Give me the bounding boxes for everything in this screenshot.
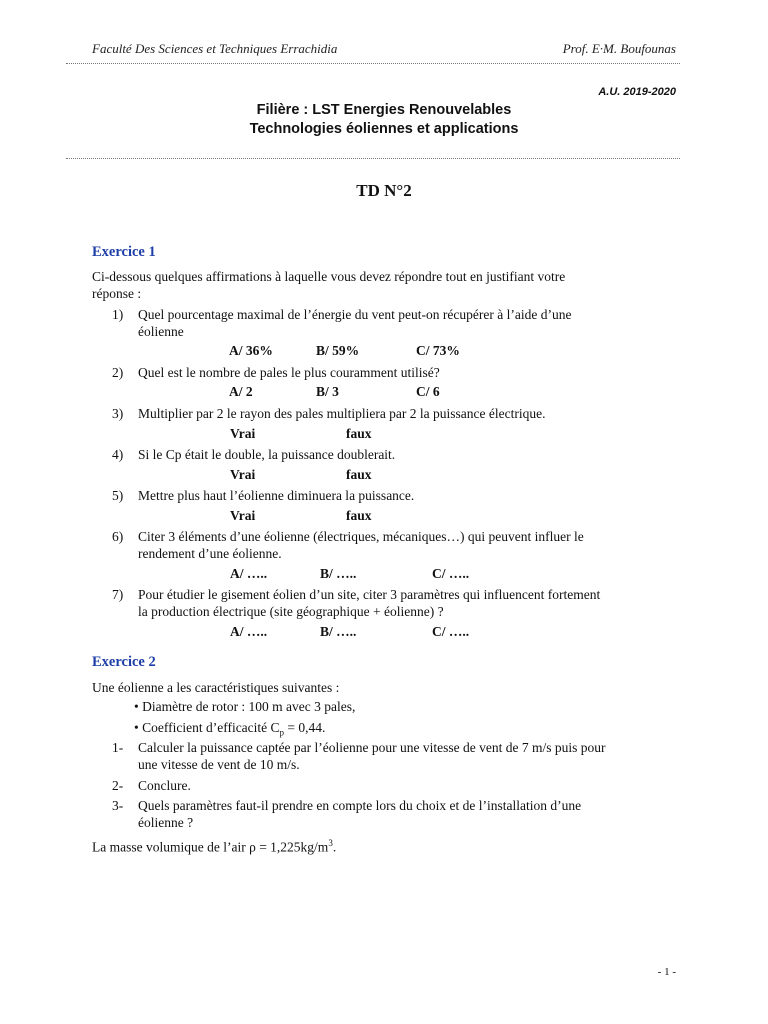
q2-text: Quel est le nombre de pales le plus couramment utilisé?	[138, 365, 440, 380]
q7-option-a: A/ …..	[230, 624, 268, 639]
air-density-end: .	[332, 839, 337, 855]
course-title: Technologies éoliennes et applications	[249, 121, 519, 137]
ex2-q3-text-line1: Quels paramètres faut-il prendre en compte lors du choix et de l’installation d’une	[138, 798, 582, 813]
q7-text-line1: Pour étudier le gisement éolien d’un site, citer 3 paramètres qui influencent fortement	[138, 587, 601, 602]
title-divider	[66, 158, 680, 159]
exercise1-title: Exercice 1	[92, 244, 156, 260]
q6-text-line2: rendement d’une éolienne.	[138, 546, 282, 561]
page-number: - 1 -	[657, 966, 676, 978]
ex2-q1-text-line2: une vitesse de vent de 10 m/s.	[138, 757, 300, 772]
header-divider	[66, 63, 680, 64]
cp-value: = 0,44.	[284, 720, 326, 735]
q3-option-vrai: Vrai	[230, 426, 256, 441]
exercise1-intro-line1: Ci-dessous quelques affirmations à laquelle vous devez répondre tout en justifiant votre	[92, 269, 566, 284]
ex2-q2-text: Conclure.	[138, 778, 191, 793]
header-left: Faculté Des Sciences et Techniques Errachidia	[92, 41, 338, 56]
exercise2-bullet-rotor: • Diamètre de rotor : 100 m avec 3 pales,	[134, 699, 356, 714]
q6-option-b: B/ …..	[320, 566, 357, 581]
q1-option-b: B/ 59%	[316, 343, 360, 358]
air-density-exponent: 3	[328, 838, 333, 848]
q7-text-line2: la production électrique (site géographique + éolienne) ?	[138, 604, 444, 619]
q1-option-a: A/ 36%	[229, 343, 273, 358]
q1-text-line1: Quel pourcentage maximal de l’énergie du vent peut-on récupérer à l’aide d’une	[138, 307, 572, 322]
q7-number: 7)	[112, 587, 124, 602]
q3-option-faux: faux	[346, 426, 372, 441]
exercise1-intro-line2: réponse :	[92, 286, 142, 301]
q2-number: 2)	[112, 365, 124, 380]
ex2-q1-text-line1: Calculer la puissance captée par l’éolienne pour une vitesse de vent de 7 m/s puis pour	[138, 740, 606, 755]
q7-option-b: B/ …..	[320, 624, 357, 639]
q5-number: 5)	[112, 488, 124, 503]
exercise2-title: Exercice 2	[92, 654, 156, 670]
q6-option-a: A/ …..	[230, 566, 268, 581]
q3-number: 3)	[112, 406, 124, 421]
header-right: Prof. E·M. Boufounas	[562, 41, 676, 56]
q7-option-c: C/ …..	[432, 624, 470, 639]
cp-label: • Coefficient d’efficacité C	[134, 720, 280, 735]
q4-text: Si le Cp était le double, la puissance doublerait.	[138, 447, 396, 462]
exercise2-intro: Une éolienne a les caractéristiques suivantes :	[92, 680, 340, 695]
q1-option-c: C/ 73%	[416, 343, 460, 358]
q2-option-c: C/ 6	[416, 384, 440, 399]
program-title: Filière : LST Energies Renouvelables	[256, 102, 512, 118]
q4-option-vrai: Vrai	[230, 467, 256, 482]
ex2-q2-number: 2-	[112, 778, 124, 793]
td-title: TD N°2	[356, 181, 412, 200]
q4-number: 4)	[112, 447, 124, 462]
q4-option-faux: faux	[346, 467, 372, 482]
q2-option-b: B/ 3	[316, 384, 339, 399]
air-density-note	[92, 835, 676, 856]
q2-option-a: A/ 2	[229, 384, 253, 399]
q6-option-c: C/ …..	[432, 566, 470, 581]
q6-text-line1: Citer 3 éléments d’une éolienne (électriques, mécaniques…) qui peuvent influer le	[138, 529, 584, 544]
q6-number: 6)	[112, 529, 124, 544]
cp-subscript: p	[279, 727, 285, 738]
q5-option-faux: faux	[346, 508, 372, 523]
academic-year: A.U. 2019-2020	[598, 86, 676, 98]
ex2-q3-text-line2: éolienne ?	[138, 815, 194, 830]
ex2-q3-number: 3-	[112, 798, 124, 813]
q5-option-vrai: Vrai	[230, 508, 256, 523]
air-density-text: La masse volumique de l’air ρ = 1,225kg/m	[92, 839, 329, 855]
q1-number: 1)	[112, 307, 124, 322]
ex2-q1-number: 1-	[112, 740, 124, 755]
q5-text: Mettre plus haut l’éolienne diminuera la puissance.	[138, 488, 415, 503]
q1-text-line2: éolienne	[138, 324, 184, 339]
q3-text: Multiplier par 2 le rayon des pales multipliera par 2 la puissance électrique.	[138, 406, 546, 421]
